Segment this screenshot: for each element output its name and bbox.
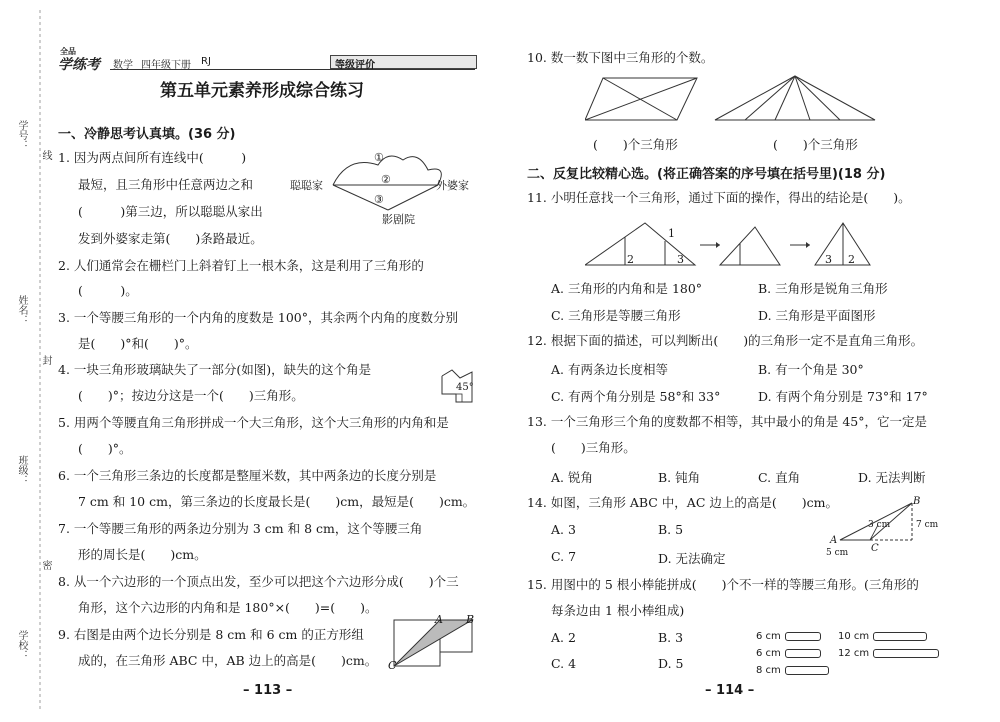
seal-char-mi: 密 [40,560,51,570]
q4-angle-label: 45° [456,382,474,393]
q11-angle-1-first: 1 [668,227,675,240]
q9-line-1: 9. 右图是由两个边长分别是 8 cm 和 6 cm 的正方形组 [58,627,364,642]
q14-text: 14. 如图，三角形 ABC 中，AC 边上的高是( )cm。 [527,495,838,510]
page-number-right: – 114 – [705,683,755,698]
q13-line-2: ( )三角形。 [551,440,636,455]
grandma-house-label: 外婆家 [436,179,469,192]
q10-answer-2: ( )个三角形 [773,137,858,152]
q12-option-b: B. 有一个角是 30° [758,362,864,377]
q11-option-d: D. 三角形是平面图形 [758,308,876,323]
q6-line-2: 7 cm 和 10 cm，第三条边的长度最长是( )cm，最短是( )cm。 [78,494,476,509]
q15-option-a: A. 2 [551,630,576,645]
q4-line-1: 4. 一块三角形玻璃缺失了一部分(如图)，缺失的这个角是 [58,362,372,377]
q12-option-c: C. 有两个角分别是 58°和 33° [551,389,721,404]
logo-main-text: 学练考 [58,57,100,73]
q1-line-3: ( )第三边，所以聪聪从家出 [78,204,263,219]
section-1-title: 一、冷静思考认真填。(36 分) [58,127,236,142]
page-number-left: – 113 – [243,683,293,698]
q11-angle-3-first: 3 [677,253,684,266]
home-label: 聪聪家 [290,179,323,192]
q14-option-c: C. 7 [551,549,577,564]
q5-line-2: ( )°。 [78,441,132,456]
q9-label-a: A [435,613,443,626]
seal-char-xian: 线 [40,150,51,160]
q15-line-2: 每条边由 1 根小棒组成) [551,603,685,618]
q3-line-2: 是( )°和( )°。 [78,336,198,351]
q10-text: 10. 数一数下图中三角形的个数。 [527,50,714,65]
q6-line-1: 6. 一个三角形三条边的长度都是整厘米数，其中两条边的长度分别是 [58,468,437,483]
binding-margin [0,0,51,722]
q11-angle-2-last: 2 [848,253,855,266]
logo-top-text: 全品 [60,47,76,56]
q13-option-c: C. 直角 [758,470,801,485]
route-1-label: ① [374,151,384,164]
q12-option-a: A. 有两条边长度相等 [551,362,668,377]
q13-line-1: 13. 一个三角形三个角的度数都不相等，其中最小的角是 45°，它一定是 [527,414,927,429]
q7-line-1: 7. 一个等腰三角形的两条边分别为 3 cm 和 8 cm，这个等腰三角 [58,521,423,536]
header-rule [110,69,475,70]
seal-char-feng: 封 [40,355,51,365]
q15-option-b: B. 3 [658,630,684,645]
q10-triangle-figures [585,72,885,127]
stick-10cm: 10 cm [838,631,927,642]
q11-option-b: B. 三角形是锐角三角形 [758,281,888,296]
name-label: 姓名： [16,295,27,325]
q13-option-d: D. 无法判断 [858,470,926,485]
q11-option-a: A. 三角形的内角和是 180° [551,281,703,296]
edition-label: RJ [201,56,211,67]
q15-option-c: C. 4 [551,656,577,671]
q15-line-1: 15. 用图中的 5 根小棒能拼成( )个不一样的等腰三角形。(三角形的 [527,577,919,592]
q5-line-1: 5. 用两个等腰直角三角形拼成一个大三角形，这个大三角形的内角和是 [58,415,449,430]
logo [58,44,116,72]
q14-length-7: 7 cm [916,520,939,530]
q14-label-c: C [871,543,879,554]
q12-option-d: D. 有两个角分别是 73°和 17° [758,389,928,404]
stick-12cm: 12 cm [838,648,939,659]
q1-line-1: 1. 因为两点间所有连线中( ) [58,150,247,165]
q14-label-a: A [830,535,838,546]
q11-option-c: C. 三角形是等腰三角形 [551,308,681,323]
q12-text: 12. 根据下面的描述，可以判断出( )的三角形一定不是直角三角形。 [527,333,924,348]
q14-option-a: A. 3 [551,522,576,537]
cinema-label: 影剧院 [382,213,415,226]
q1-line-2: 最短，且三角形中任意两边之和 [78,177,254,192]
q11-angle-3-last: 3 [825,253,832,266]
q10-answer-1: ( )个三角形 [593,137,678,152]
stick-6cm-b: 6 cm [756,648,821,659]
q11-angle-2-first: 2 [627,253,634,266]
q4-line-2: ( )°；按边分这是一个( )三角形。 [78,388,304,403]
q14-length-5: 5 cm [826,548,849,558]
grade-label: 四年级下册 [141,60,191,71]
q3-line-1: 3. 一个等腰三角形的一个内角的度数是 100°，其余两个内角的度数分别 [58,310,458,325]
q14-option-d: D. 无法确定 [658,551,726,566]
q14-option-b: B. 5 [658,522,684,537]
q14-label-b: B [913,496,921,507]
page-title: 第五单元素养形成综合练习 [160,81,364,101]
rating-label: 等级评价 [335,60,375,71]
q9-label-b: B [466,613,475,626]
q7-line-2: 形的周长是( )cm。 [78,547,207,562]
route-2-label: ② [381,173,391,186]
q9-line-2: 成的，在三角形 ABC 中，AB 边上的高是( )cm。 [78,653,378,668]
class-label: 班级： [16,455,27,485]
q9-label-c: C [388,659,397,672]
q2-line-1: 2. 人们通常会在栅栏门上斜着钉上一根木条，这是利用了三角形的 [58,258,424,273]
q13-option-b: B. 钝角 [658,470,701,485]
q11-text: 11. 小明任意找一个三角形，通过下面的操作，得出的结论是( )。 [527,190,911,205]
school-label: 学校： [16,630,27,660]
section-2-title: 二、反复比较精心选。(将正确答案的序号填在括号里)(18 分) [527,167,886,182]
student-no-label: 学号： [16,120,27,150]
rating-box [330,55,477,69]
q13-option-a: A. 锐角 [551,470,593,485]
q2-line-2: ( )。 [78,283,138,298]
q8-line-2: 角形，这个六边形的内角和是 180°×( )=( )。 [78,600,378,615]
subject-label: 数学 [113,60,133,71]
q14-length-3: 3 cm [868,520,891,530]
q15-option-d: D. 5 [658,656,684,671]
stick-6cm-a: 6 cm [756,631,821,642]
stick-8cm: 8 cm [756,665,829,676]
q8-line-1: 8. 从一个六边形的一个顶点出发，至少可以把这个六边形分成( )个三 [58,574,459,589]
route-3-label: ③ [374,193,384,206]
q1-line-4: 发到外婆家走第( )条路最近。 [78,231,263,246]
